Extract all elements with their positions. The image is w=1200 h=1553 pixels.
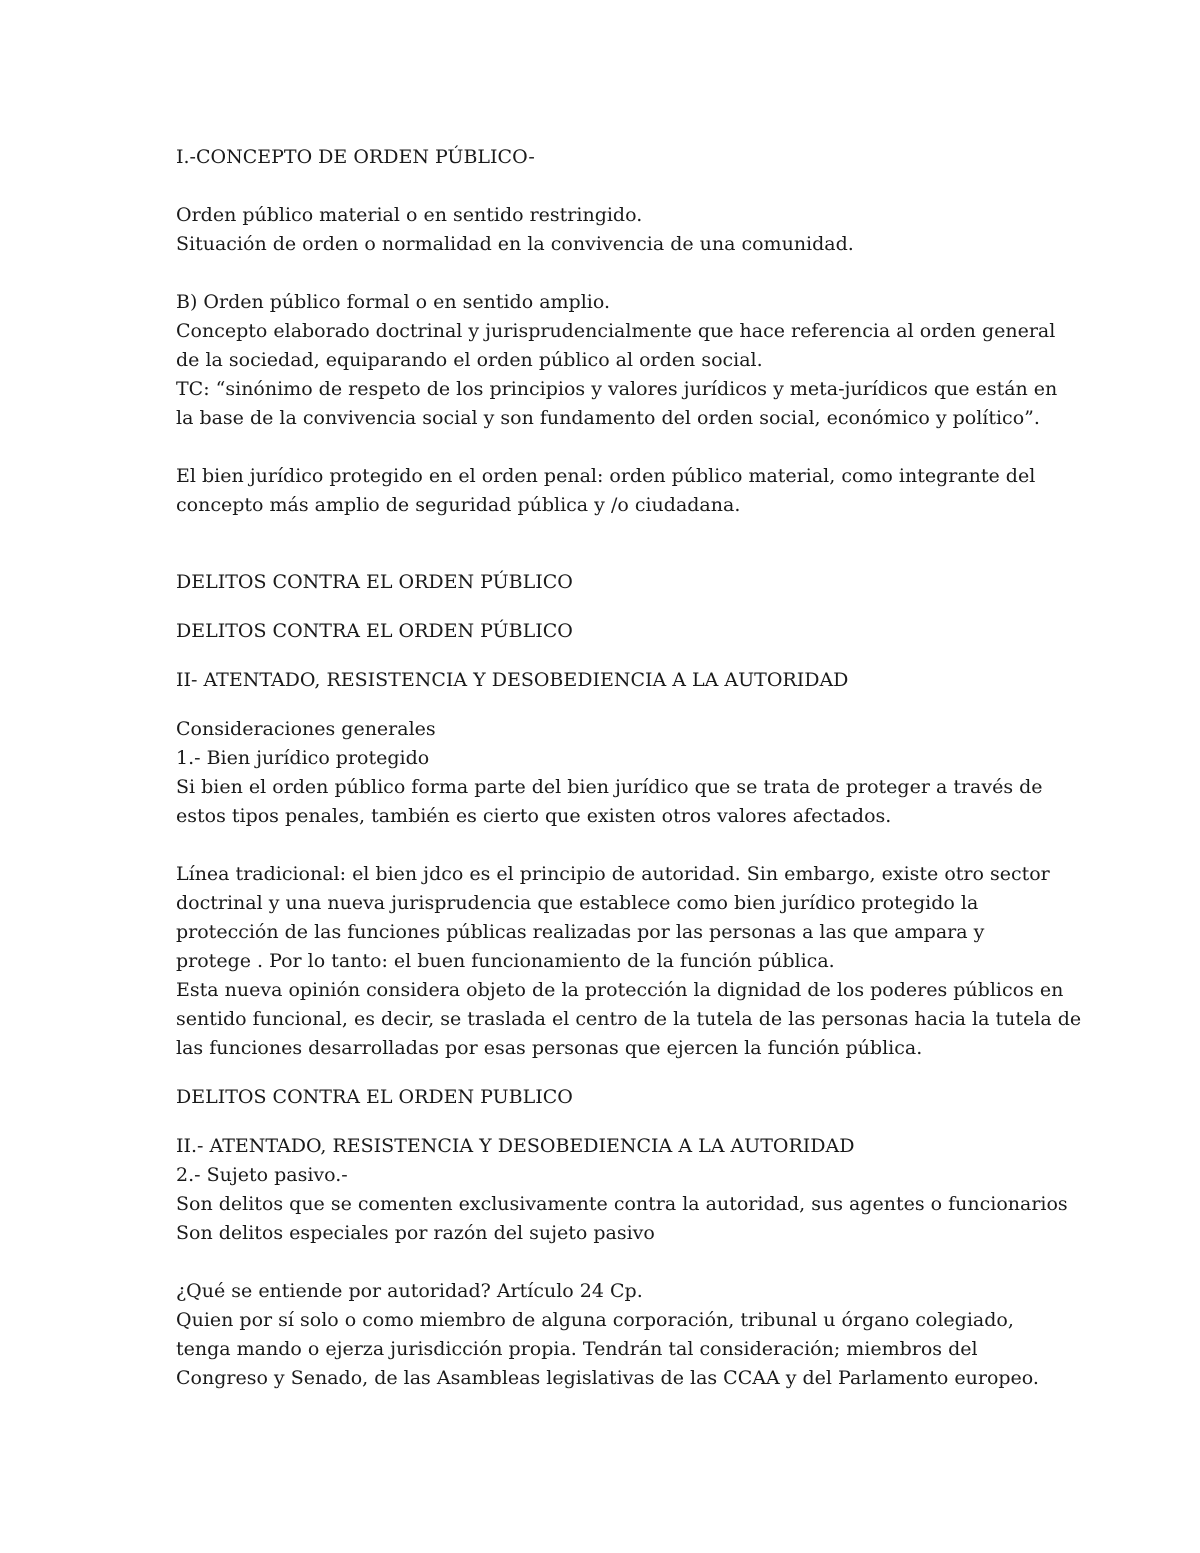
text-line: Línea tradicional: el bien jdco es el principio de autoridad. Sin embargo, existe otro sector: [176, 863, 1050, 885]
paragraph-heading-delitos-3: [176, 1083, 1036, 1112]
text-line: Son delitos especiales por razón del sujeto pasivo: [176, 1222, 655, 1244]
text-line: Si bien el orden público forma parte del bien jurídico que se trata de proteger a través de: [176, 776, 1043, 798]
text-line: I.-CONCEPTO DE ORDEN PÚBLICO-: [176, 146, 535, 168]
text-line: DELITOS CONTRA EL ORDEN PUBLICO: [176, 1086, 573, 1108]
paragraph-consideraciones: [176, 715, 1043, 831]
paragraph-heading-concepto: [176, 143, 1036, 172]
document-body: [176, 143, 1082, 1422]
text-line: DELITOS CONTRA EL ORDEN PÚBLICO: [176, 620, 573, 642]
paragraph-bien-juridico: [176, 462, 1036, 520]
text-line: doctrinal y una nueva jurisprudencia que establece como bien jurídico protegido la: [176, 892, 979, 914]
text-line: protege . Por lo tanto: el buen funcionamiento de la función pública.: [176, 950, 835, 972]
text-line: tenga mando o ejerza jurisdicción propia. Tendrán tal consideración; miembros del: [176, 1338, 978, 1360]
text-line: ¿Qué se entiende por autoridad? Artículo 24 Cp.: [176, 1280, 643, 1302]
text-line: de la sociedad, equiparando el orden público al orden social.: [176, 349, 763, 371]
text-line: Orden público material o en sentido restringido.: [176, 204, 643, 226]
paragraph-heading-delitos-1: [176, 568, 1036, 597]
text-line: la base de la convivencia social y son fundamento del orden social, económico y político”.: [176, 407, 1040, 429]
text-line: II- ATENTADO, RESISTENCIA Y DESOBEDIENCIA A LA AUTORIDAD: [176, 669, 849, 691]
text-line: Quien por sí solo o como miembro de alguna corporación, tribunal u órgano colegiado,: [176, 1309, 1014, 1331]
text-line: II.- ATENTADO, RESISTENCIA Y DESOBEDIENCIA A LA AUTORIDAD: [176, 1135, 855, 1157]
text-line: Esta nueva opinión considera objeto de la protección la dignidad de los poderes públicos en: [176, 979, 1064, 1001]
paragraph-heading-delitos-2: [176, 617, 1036, 646]
text-line: Consideraciones generales: [176, 718, 436, 740]
text-line: protección de las funciones públicas realizadas por las personas a las que ampara y: [176, 921, 985, 943]
text-line: Congreso y Senado, de las Asambleas legislativas de las CCAA y del Parlamento europeo.: [176, 1367, 1039, 1389]
text-line: El bien jurídico protegido en el orden penal: orden público material, como integrante del: [176, 465, 1036, 487]
text-line: TC: “sinónimo de respeto de los principios y valores jurídicos y meta-jurídicos que están en: [176, 378, 1058, 400]
text-line: concepto más amplio de seguridad pública y /o ciudadana.: [176, 494, 741, 516]
text-line: sentido funcional, es decir, se traslada el centro de la tutela de las personas hacia la tutela de: [176, 1008, 1082, 1030]
text-line: las funciones desarrolladas por esas personas que ejercen la función pública.: [176, 1037, 923, 1059]
text-line: 1.- Bien jurídico protegido: [176, 747, 430, 769]
paragraph-orden-material: [176, 201, 1036, 259]
text-line: B) Orden público formal o en sentido amplio.: [176, 291, 610, 313]
text-line: DELITOS CONTRA EL ORDEN PÚBLICO: [176, 571, 573, 593]
text-line: 2.- Sujeto pasivo.-: [176, 1164, 348, 1186]
text-line: estos tipos penales, también es cierto que existen otros valores afectados.: [176, 805, 892, 827]
text-line: Situación de orden o normalidad en la convivencia de una comunidad.: [176, 233, 854, 255]
text-line: Son delitos que se comenten exclusivamente contra la autoridad, sus agentes o funcionarios: [176, 1193, 1068, 1215]
paragraph-autoridad: [176, 1277, 1039, 1393]
text-line: Concepto elaborado doctrinal y jurisprudencialmente que hace referencia al orden general: [176, 320, 1056, 342]
paragraph-linea-tradicional: [176, 860, 1082, 1063]
paragraph-heading-atentado-1: [176, 666, 1036, 695]
paragraph-sujeto-pasivo: [176, 1132, 1068, 1248]
paragraph-orden-formal: [176, 288, 1058, 433]
